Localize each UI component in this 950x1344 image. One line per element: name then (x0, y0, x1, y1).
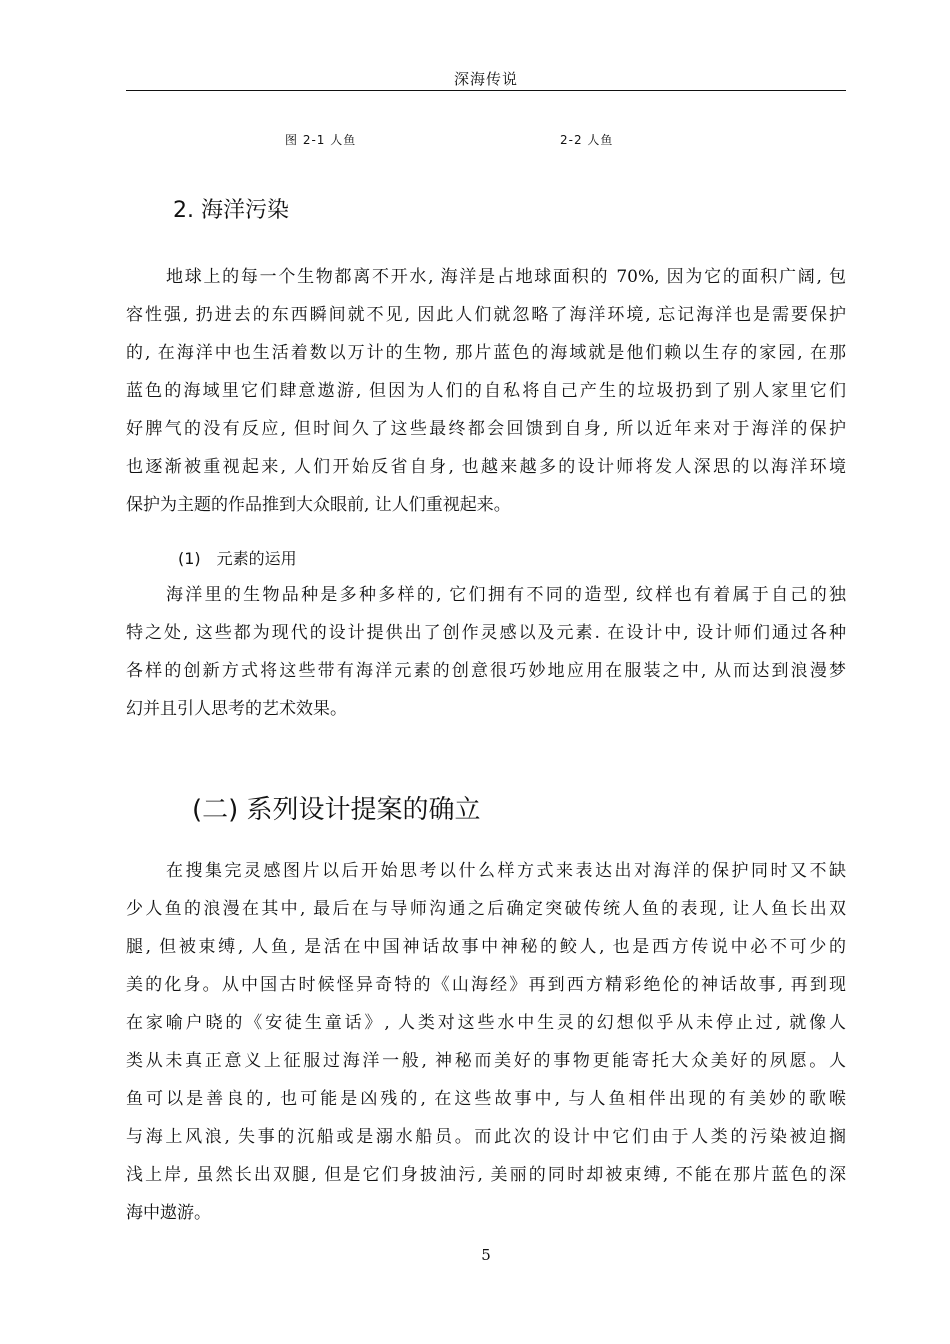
paragraph-elements (126, 576, 846, 728)
paragraph-line: 各样的创新方式将这些带有海洋元素的创意很巧妙地应用在服装之中, 从而达到浪漫梦 (126, 661, 846, 681)
paragraph-line: 容性强, 扔进去的东西瞬间就不见, 因此人们就忽略了海洋环境, 忘记海洋也是需要保护 (126, 305, 846, 325)
header-rule (126, 90, 846, 91)
paragraph-line: 少人鱼的浪漫在其中, 最后在与导师沟通之后确定突破传统人鱼的表现, 让人鱼长出双 (126, 899, 846, 919)
subsection-number: (1) (178, 549, 201, 568)
paragraph-line: 类从未真正意义上征服过海洋一般, 神秘而美好的事物更能寄托大众美好的夙愿。人 (126, 1051, 846, 1071)
paragraph-pollution (126, 258, 846, 524)
paragraph-line: 的, 在海洋中也生活着数以万计的生物, 那片蓝色的海域就是他们赖以生存的家园, 在那 (126, 343, 846, 363)
paragraph-line: 鱼可以是善良的, 也可能是凶残的, 在这些故事中, 与人鱼相伴出现的有美妙的歌喉 (126, 1089, 846, 1109)
paragraph-line: 与海上风浪, 失事的沉船或是溺水船员。而此次的设计中它们由于人类的污染被迫搁 (126, 1127, 846, 1147)
paragraph-proposal (126, 852, 846, 1232)
paragraph-line: 也逐渐被重视起来, 人们开始反省自身, 也越来越多的设计师将发人深思的以海洋环境 (126, 457, 846, 477)
paragraph-line: 浅上岸, 虽然长出双腿, 但是它们身披油污, 美丽的同时却被束缚, 不能在那片蓝色的深 (126, 1165, 846, 1185)
paragraph-line: 蓝色的海域里它们肆意遨游, 但因为人们的自私将自己产生的垃圾扔到了别人家里它们 (126, 381, 846, 401)
paragraph-line: 腿, 但被束缚, 人鱼, 是活在中国神话故事中神秘的鲛人, 也是西方传说中必不可少的 (126, 937, 846, 957)
paragraph-line: 保护为主题的作品推到大众眼前, 让人们重视起来。 (126, 495, 511, 515)
running-header: 深海传说 (453, 70, 518, 88)
paragraph-line: 美的化身。从中国古时候怪异奇特的《山海经》再到西方精彩绝伦的神话故事, 再到现 (126, 975, 846, 995)
figure-caption-2-1: 图 2-1 人鱼 (285, 133, 357, 147)
subsection-title: 元素的运用 (216, 549, 297, 568)
subsection-heading-elements (178, 546, 297, 569)
paragraph-line: 地球上的每一个生物都离不开水, 海洋是占地球面积的 70%, 因为它的面积广阔, 包 (166, 267, 846, 287)
section-heading-proposal: (二) 系列设计提案的确立 (192, 795, 481, 825)
paragraph-line: 海洋里的生物品种是多种多样的, 它们拥有不同的造型, 纹样也有着属于自己的独 (166, 585, 846, 605)
paragraph-line: 在搜集完灵感图片以后开始思考以什么样方式来表达出对海洋的保护同时又不缺 (166, 861, 846, 881)
paragraph-line: 海中遨游。 (126, 1203, 211, 1223)
paragraph-line: 特之处, 这些都为现代的设计提供出了创作灵感以及元素. 在设计中, 设计师们通过各种 (126, 623, 846, 643)
paragraph-line: 在家喻户晓的《安徒生童话》, 人类对这些水中生灵的幻想似乎从未停止过, 就像人 (126, 1013, 846, 1033)
paragraph-line: 好脾气的没有反应, 但时间久了这些最终都会回馈到自身, 所以近年来对于海洋的保护 (126, 419, 846, 439)
figure-caption-2-2: 2-2 人鱼 (560, 133, 614, 147)
page-number: 5 (481, 1246, 491, 1264)
section-heading-pollution: 2. 海洋污染 (173, 198, 289, 223)
paragraph-line: 幻并且引人思考的艺术效果。 (126, 699, 347, 719)
